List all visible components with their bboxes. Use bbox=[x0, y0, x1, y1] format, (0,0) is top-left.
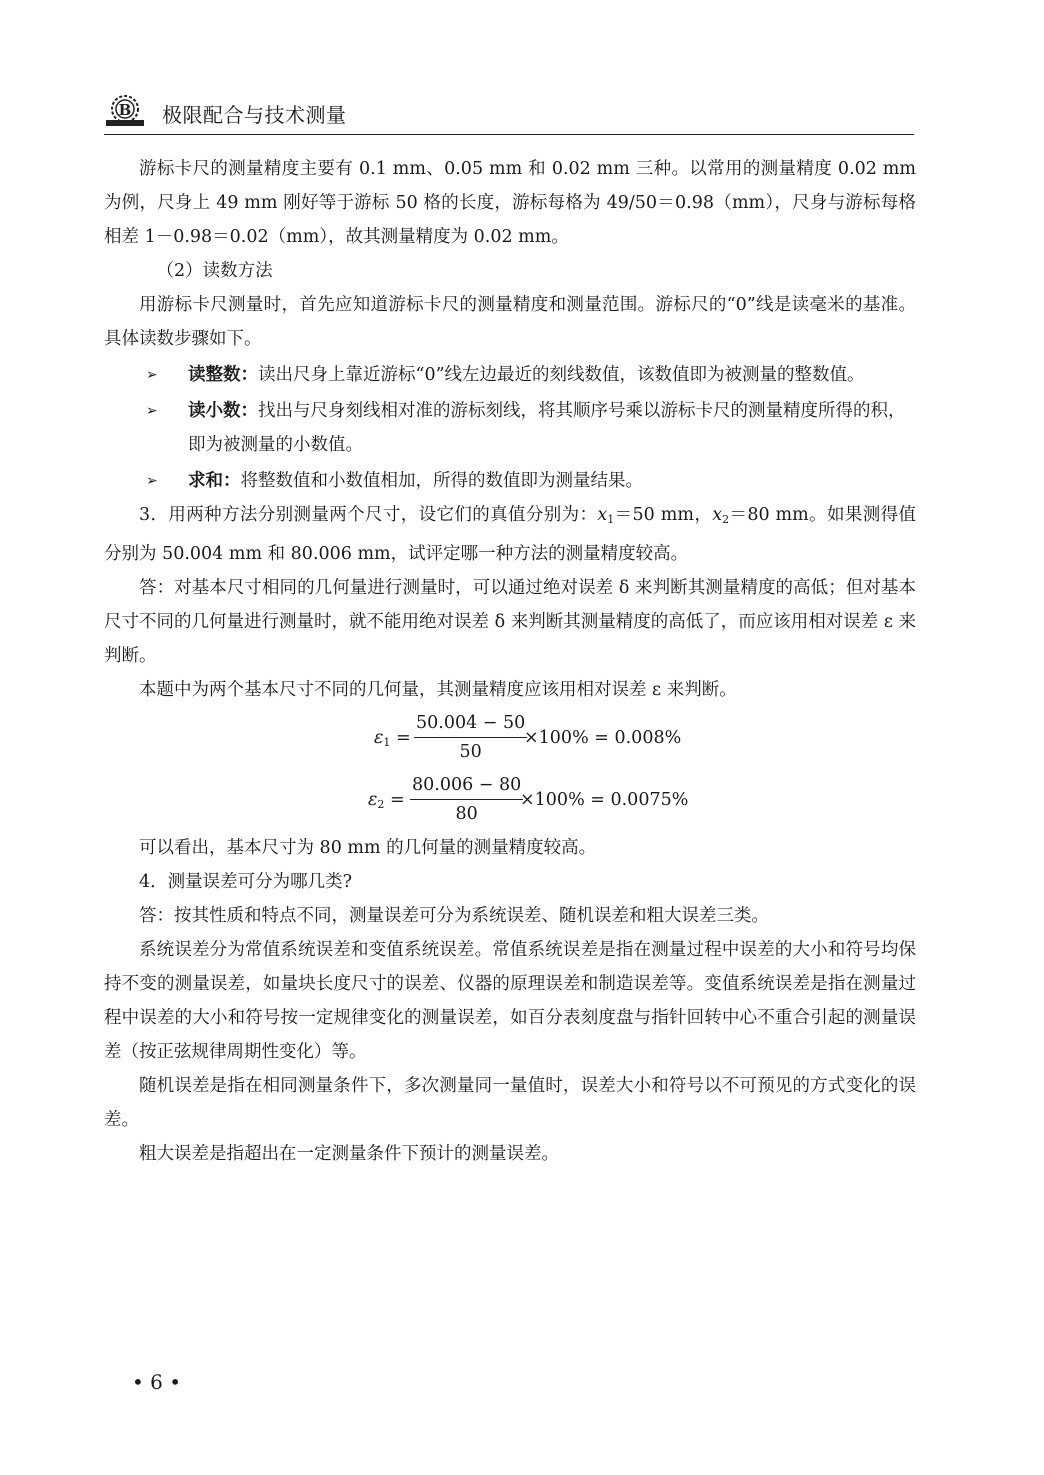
page-body bbox=[104, 152, 916, 1171]
fraction: $\frac{80.006 - 80}{80}$ bbox=[410, 771, 523, 828]
bullet-label: 读整数： bbox=[188, 365, 258, 385]
book-title: 极限配合与技术测量 bbox=[162, 103, 347, 127]
arrow-bullet-icon: ➢ bbox=[146, 403, 158, 419]
answer-3: 答：对基本尺寸相同的几何量进行测量时，可以通过绝对误差 δ 来判断其测量精度的高低；但对基本尺寸不同的几何量进行测量时，就不能用绝对误差 δ 来判断其测量精度的高低了，而应该用相对误差 ε 来判断。 bbox=[104, 578, 916, 666]
paragraph-vernier-precision: 游标卡尺的测量精度主要有 0.1 mm、0.05 mm 和 0.02 mm 三种。以常用的测量精度 0.02 mm 为例，尺身上 49 mm 刚好等于游标 50 格的长度，游标每格为 49/50＝0.98（mm），尺身与游标每格相差 1－0.98＝0.02（mm），故其测量精度为 0.02 mm。 bbox=[104, 159, 916, 247]
formula-epsilon-2: $\varepsilon_2$ = $\frac{80.006 - 80}{80}$ ×100% = 0.0075% bbox=[104, 769, 916, 831]
answer-4: 答：按其性质和特点不同，测量误差可分为系统误差、随机误差和粗大误差三类。 bbox=[139, 906, 769, 926]
question-4: 4．测量误差可分为哪几类? bbox=[139, 872, 353, 892]
bullet-label: 求和： bbox=[188, 471, 241, 491]
bullet-text: 将整数值和小数值相加，所得的数值即为测量结果。 bbox=[240, 471, 643, 491]
bullet-text: 读出尺身上靠近游标“0”线左边最近的刻线数值，该数值即为被测量的整数值。 bbox=[258, 365, 865, 385]
question-3: 3．用两种方法分别测量两个尺寸，设它们的真值分别为：$x_1=50$ mm，$x_2=80$ mm。如果测得值分别为 50.004 mm 和 80.006 mm，试评定哪一种方法的测量精度较高。 bbox=[104, 505, 916, 564]
svg-text:B: B bbox=[118, 101, 132, 119]
paragraph-relative-error: 本题中为两个基本尺寸不同的几何量，其测量精度应该用相对误差 ε 来判断。 bbox=[139, 680, 737, 700]
paragraph-systematic-error: 系统误差分为常值系统误差和变值系统误差。常值系统误差是指在测量过程中误差的大小和符号均保持不变的测量误差，如量块长度尺寸的误差、仪器的原理误差和制造误差等。变值系统误差是指在测量过程中误差的大小和符号按一定规律变化的测量误差，如百分表刻度盘与指针回转中心不重合引起的测量误差（按正弦规律周期性变化）等。 bbox=[104, 940, 916, 1062]
arrow-bullet-icon: ➢ bbox=[146, 367, 158, 383]
subheading-reading-method: （2）读数方法 bbox=[156, 261, 273, 281]
bullet-read-integer bbox=[104, 358, 916, 392]
bullet-read-decimal bbox=[104, 394, 916, 462]
paragraph-reading-intro: 用游标卡尺测量时，首先应知道游标卡尺的测量精度和测量范围。游标尺的“0”线是读毫米的基准。具体读数步骤如下。 bbox=[104, 295, 916, 349]
paragraph-gross-error: 粗大误差是指超出在一定测量条件下预计的测量误差。 bbox=[139, 1144, 559, 1164]
conclusion-3: 可以看出，基本尺寸为 80 mm 的几何量的测量精度较高。 bbox=[139, 838, 597, 858]
fraction: $\frac{50.004 - 50}{50}$ bbox=[414, 709, 527, 766]
arrow-bullet-icon: ➢ bbox=[146, 473, 158, 489]
bullet-sum bbox=[104, 464, 916, 498]
bullet-text: 找出与尺身刻线相对准的游标刻线，将其顺序号乘以游标卡尺的测量精度所得的积，即为被测量的小数值。 bbox=[188, 401, 906, 455]
publisher-logo-icon bbox=[104, 94, 146, 128]
page-header bbox=[104, 90, 914, 135]
formula-epsilon-1: $\varepsilon_1$ = $\frac{50.004 - 50}{50}$ ×100% = 0.008% bbox=[104, 707, 916, 769]
page-number: • 6 • bbox=[132, 1370, 182, 1394]
paragraph-random-error: 随机误差是指在相同测量条件下，多次测量同一量值时，误差大小和符号以不可预见的方式变化的误差。 bbox=[104, 1076, 916, 1130]
bullet-label: 读小数： bbox=[188, 401, 258, 421]
